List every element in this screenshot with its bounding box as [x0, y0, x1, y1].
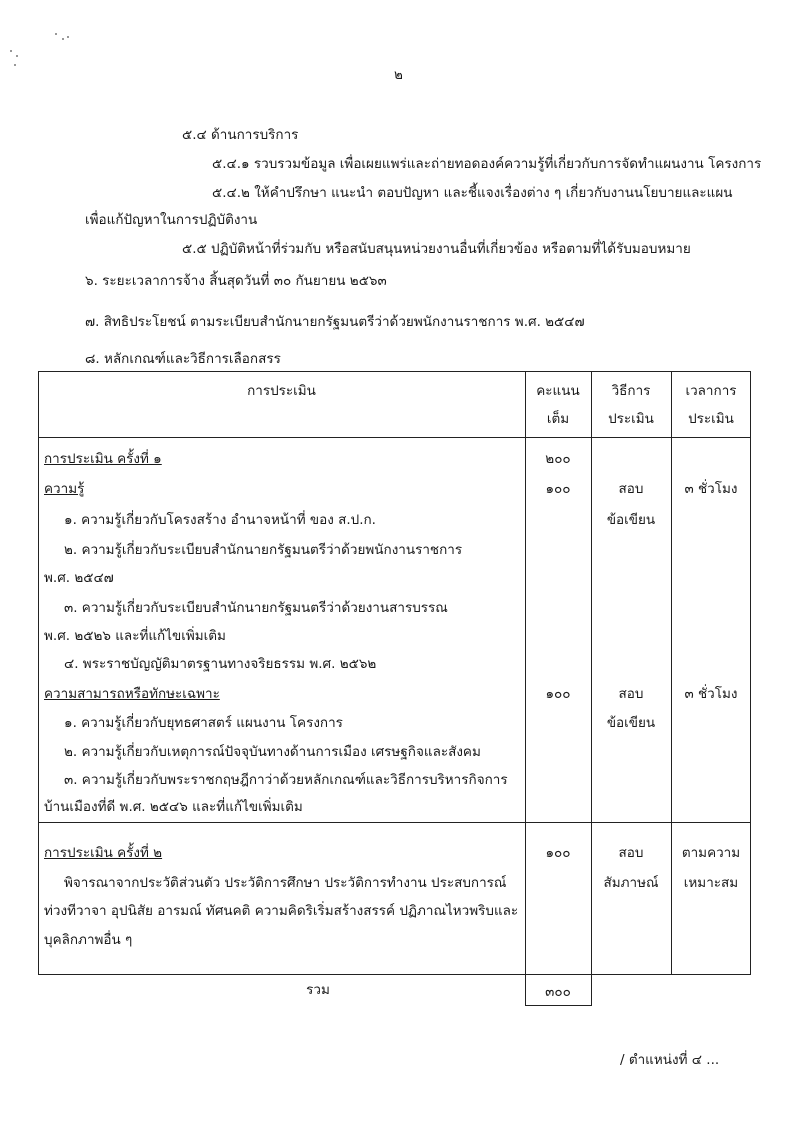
header-time-2: ประเมิน [688, 411, 734, 427]
skills-method-1: สอบ [618, 686, 644, 702]
header-method-1: วิธีการ [611, 383, 651, 399]
round2-method-2: สัมภาษณ์ [603, 875, 659, 891]
scan-speck [67, 36, 69, 38]
scan-speck [16, 55, 18, 57]
scan-speck [62, 38, 64, 40]
round2-time-2: เหมาะสม [683, 875, 739, 891]
knowledge-item: ๔. พระราชบัญญัติมาตรฐานทางจริยธรรม พ.ศ. ๒๕๖๒ [64, 656, 377, 672]
knowledge-item: ๒. ความรู้เกี่ยวกับระเบียบสำนักนายกรัฐมนตรีว่าด้วยพนักงานราชการ [64, 542, 463, 558]
section-5-5: ๕.๕ ปฏิบัติหน้าที่ร่วมกับ หรือสนับสนุนหน่วยงานอื่นที่เกี่ยวข้อง หรือตามที่ได้รับมอบหมาย [182, 241, 691, 257]
knowledge-method-1: สอบ [618, 481, 644, 497]
round2-score: ๑๐๐ [545, 845, 571, 861]
round2-title: การประเมิน ครั้งที่ ๒ [44, 845, 163, 861]
section-5-4: ๕.๔ ด้านการบริการ [182, 127, 299, 143]
continuation-note: / ตำแหน่งที่ ๔ ... [620, 1052, 720, 1068]
round2-line: ท่วงทีวาจา อุปนิสัย อารมณ์ ทัศนคติ ความคิดริเริ่มสร้างสรรค์ ปฏิภาณไหวพริบและ [44, 903, 519, 919]
knowledge-title: ความรู้ [44, 481, 85, 497]
skills-item: ๑. ความรู้เกี่ยวกับยุทธศาสตร์ แผนงาน โครงการ [64, 715, 343, 731]
knowledge-score: ๑๐๐ [545, 481, 571, 497]
section-6: ๖. ระยะเวลาการจ้าง สิ้นสุดวันที่ ๓๐ กันยายน ๒๕๖๓ [85, 273, 387, 289]
knowledge-item: พ.ศ. ๒๕๔๗ [44, 570, 114, 586]
knowledge-item: ๑. ความรู้เกี่ยวกับโครงสร้าง อำนาจหน้าที่ ของ ส.ป.ก. [64, 512, 376, 528]
total-value: ๓๐๐ [545, 984, 571, 1000]
round1-total-score: ๒๐๐ [545, 451, 571, 467]
scan-speck [14, 64, 16, 66]
header-time-1: เวลาการ [685, 383, 737, 399]
scan-speck [55, 33, 57, 35]
knowledge-item: ๓. ความรู้เกี่ยวกับระเบียบสำนักนายกรัฐมนตรีว่าด้วยงานสารบรรณ [64, 600, 448, 616]
skills-title: ความสามารถหรือทักษะเฉพาะ [44, 686, 220, 702]
section-8: ๘. หลักเกณฑ์และวิธีการเลือกสรร [85, 351, 281, 367]
header-method-2: ประเมิน [608, 411, 654, 427]
round2-line: บุคลิกภาพอื่น ๆ [44, 932, 133, 948]
scan-speck [10, 50, 12, 52]
round2-method-1: สอบ [618, 845, 644, 861]
section-5-4-1: ๕.๔.๑ รวบรวมข้อมูล เพื่อเผยแพร่และถ่ายทอดองค์ความรู้ที่เกี่ยวกับการจัดทำแผนงาน โครงการ [212, 156, 762, 172]
section-5-4-2: ๕.๔.๒ ให้คำปรึกษา แนะนำ ตอบปัญหา และชี้แจงเรื่องต่าง ๆ เกี่ยวกับงานนโยบายและแผน [212, 185, 733, 201]
header-score-1: คะแนน [536, 383, 580, 399]
round2-line: พิจารณาจากประวัติส่วนตัว ประวัติการศึกษา ประวัติการทำงาน ประสบการณ์ [64, 875, 507, 891]
skills-item: บ้านเมืองที่ดี พ.ศ. ๒๕๔๖ และที่แก้ไขเพิ่มเติม [44, 799, 303, 815]
knowledge-item: พ.ศ. ๒๕๒๖ และที่แก้ไขเพิ่มเติม [44, 628, 226, 644]
skills-method-2: ข้อเขียน [606, 715, 656, 731]
total-label: รวม [306, 982, 330, 998]
section-5-4-2-cont: เพื่อแก้ปัญหาในการปฏิบัติงาน [85, 212, 258, 228]
skills-score: ๑๐๐ [545, 686, 571, 702]
round1-title: การประเมิน ครั้งที่ ๑ [44, 451, 162, 467]
round2-time-1: ตามความ [681, 845, 741, 861]
header-assessment: การประเมิน [247, 383, 316, 399]
table-round-divider [38, 822, 751, 823]
knowledge-time: ๓ ชั่วโมง [684, 481, 738, 497]
table-header-divider [38, 437, 751, 438]
knowledge-method-2: ข้อเขียน [606, 512, 656, 528]
header-score-2: เต็ม [546, 411, 570, 427]
page-number: ๒ [394, 67, 403, 83]
skills-item: ๓. ความรู้เกี่ยวกับพระราชกฤษฎีกาว่าด้วยหลักเกณฑ์และวิธีการบริหารกิจการ [64, 772, 508, 788]
skills-item: ๒. ความรู้เกี่ยวกับเหตุการณ์ปัจจุบันทางด้านการเมือง เศรษฐกิจและสังคม [64, 744, 481, 760]
section-7: ๗. สิทธิประโยชน์ ตามระเบียบสำนักนายกรัฐมนตรีว่าด้วยพนักงานราชการ พ.ศ. ๒๕๔๗ [85, 314, 585, 330]
skills-time: ๓ ชั่วโมง [684, 686, 738, 702]
